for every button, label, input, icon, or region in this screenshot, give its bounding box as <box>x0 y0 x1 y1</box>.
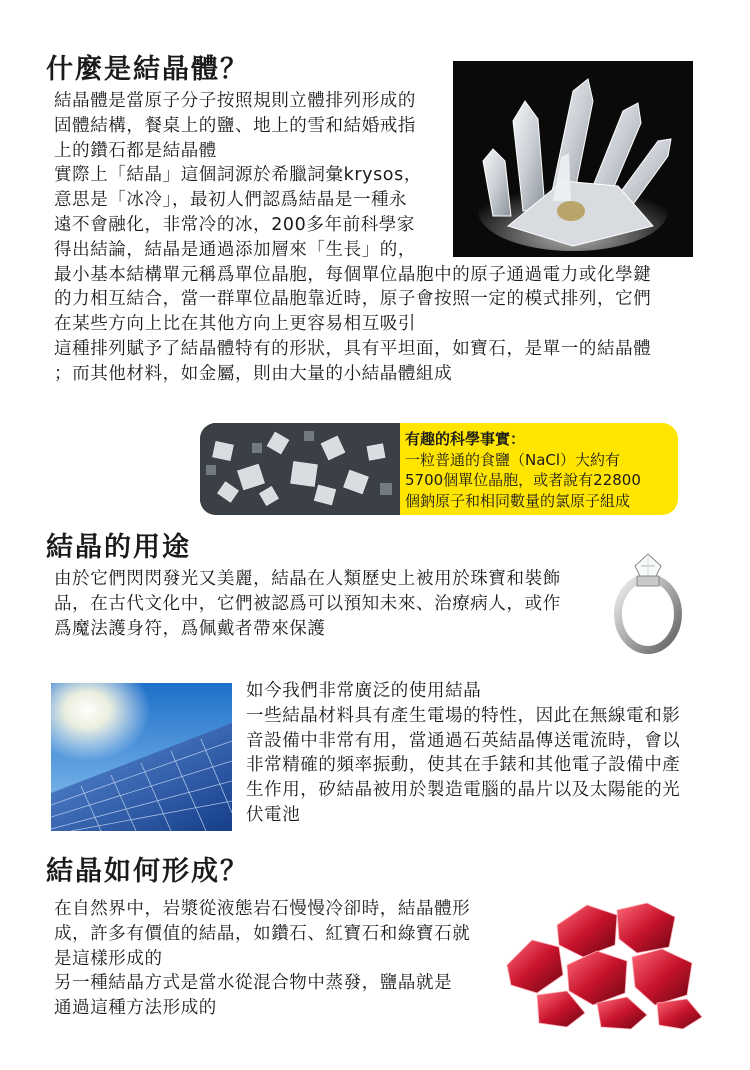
section-title-uses: 結晶的用途 <box>46 532 191 563</box>
text-line: 生作用，矽結晶被用於製造電腦的晶片以及太陽能的光 <box>246 780 681 801</box>
text-line: 結晶體是當原子分子按照規則立體排列形成的 <box>54 91 416 111</box>
text-line: 的力相互結合，當一群單位晶胞靠近時，原子會按照一定的模式排列，它們 <box>54 289 652 310</box>
section2-paragraph-b <box>246 679 680 828</box>
ruby-crystals-image <box>497 895 707 1030</box>
text-line: 爲魔法護身符，爲佩戴者帶來保護 <box>54 618 326 639</box>
text-line: 在自然界中，岩漿從液態岩石慢慢冷卻時，結晶體形 <box>54 899 471 919</box>
fun-fact-line: 個鈉原子和相同數量的氯原子組成 <box>405 491 631 510</box>
text-line: 非常精確的頻率振動，使其在手錶和其他電子設備中產 <box>246 755 681 776</box>
text-line: 最小基本結構單元稱爲單位晶胞，每個單位晶胞中的原子通過電力或化學鍵 <box>54 264 652 285</box>
text-line: 實際上「結晶」這個詞源於希臘詞彙krysos， <box>54 165 422 186</box>
fun-fact-line: 5700個單位晶胞，或者說有22800 <box>405 471 641 489</box>
fun-fact-box <box>200 423 678 515</box>
text-line: 這種排列賦予了結晶體特有的形狀，具有平坦面，如寶石，是單一的結晶體 <box>54 338 652 359</box>
text-line: 音設備中非常有用，當通過石英結晶傳送電流時，會以 <box>246 730 681 751</box>
fun-fact-line: 一粒普通的食鹽（NaCl）大約有 <box>405 450 621 469</box>
text-line: 如今我們非常廣泛的使用結晶 <box>246 681 482 701</box>
section3-paragraph <box>54 897 470 1021</box>
section-title-how-formed: 結晶如何形成？ <box>46 856 249 887</box>
salt-crystals-image <box>200 423 400 515</box>
fun-fact-text <box>405 429 641 511</box>
text-line: 通過這種方法形成的 <box>54 998 217 1019</box>
text-line: ；而其他材料，如金屬，則由大量的小結晶體組成 <box>54 363 453 384</box>
text-line: 一些結晶材料具有產生電場的特性，因此在無線電和影 <box>246 705 681 726</box>
text-line: 品，在古代文化中，它們被認爲可以預知未來、治療病人，或作 <box>54 593 561 614</box>
text-line: 意思是「冰冷」，最初人們認爲結晶是一種永 <box>54 190 408 211</box>
fun-fact-title: 有趣的科學事實： <box>405 430 526 448</box>
text-line: 在某些方向上比在其他方向上更容易相互吸引 <box>54 314 416 335</box>
text-line: 伏電池 <box>246 804 301 825</box>
text-line: 成，許多有價值的結晶，如鑽石、紅寶石和綠寶石就 <box>54 923 471 944</box>
text-line: 固體結構，餐桌上的鹽、地上的雪和結婚戒指 <box>54 115 416 136</box>
text-line: 是這樣形成的 <box>54 948 163 969</box>
section2-paragraph-a <box>54 567 561 641</box>
text-line: 上的鑽石都是結晶體 <box>54 140 217 161</box>
diamond-ring-image <box>603 548 693 660</box>
text-line: 另一種結晶方式是當水從混合物中蒸發，鹽晶就是 <box>54 973 453 994</box>
solar-panel-image <box>51 683 232 831</box>
text-line: 得出結論，結晶是通過添加層來「生長」的， <box>54 239 416 260</box>
quartz-crystal-image <box>453 61 693 257</box>
text-line: 由於它們閃閃發光又美麗，結晶在人類歷史上被用於珠寶和裝飾 <box>54 569 561 589</box>
text-line: 遠不會融化，非常冷的冰，200多年前科學家 <box>54 214 416 235</box>
section-title-what-is-crystal: 什麼是結晶體？ <box>46 54 249 85</box>
